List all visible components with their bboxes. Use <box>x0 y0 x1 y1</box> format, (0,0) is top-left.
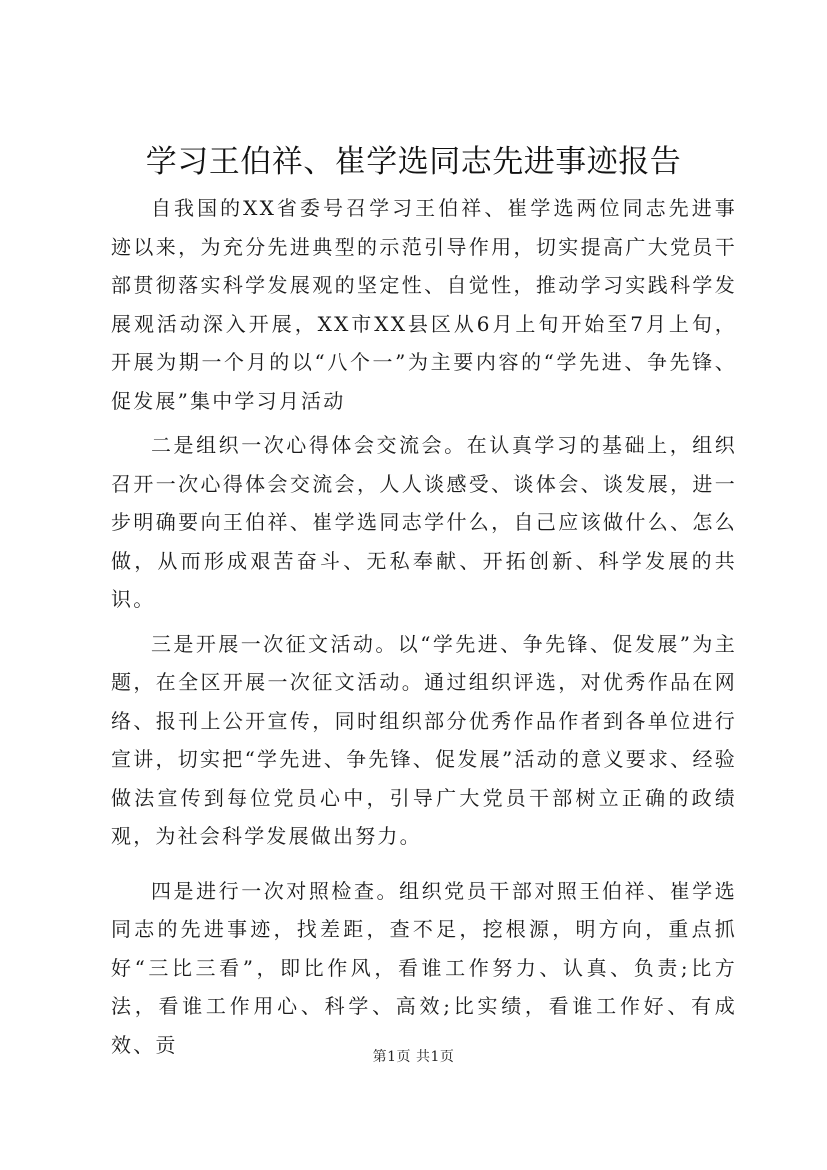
page-number-footer: 第1页 共1页 <box>372 1049 455 1065</box>
paragraph-self-check: 四是进行一次对照检查。组织党员干部对照王伯祥、崔学选同志的先进事迹，找差距，查不足，挖根源，明方向，重点抓好“三比三看”，即比作风，看谁工作努力、认真、负责;比方法，看谁工作用心、科学、高效;比实绩，看谁工作好、有成效、贡 <box>111 878 737 1057</box>
document-title: 学习王伯祥、崔学选同志先进事迹报告 <box>145 144 682 180</box>
document-body <box>111 189 737 1064</box>
paragraph-essay-activity: 三是开展一次征文活动。以“学先进、争先锋、促发展”为主题，在全区开展一次征文活动。通过组织评选，对优秀作品在网络、报刊上公开宣传，同时组织部分优秀作品作者到各单位进行宣讲，切实把“学先进、争先锋、促发展”活动的意义要求、经验做法宣传到每位党员心中，引导广大党员干部树立正确的政绩观，为社会科学发展做出努力。 <box>111 631 737 848</box>
paragraph-intro: 自我国的XX省委号召学习王伯祥、崔学选两位同志先进事迹以来，为充分先进典型的示范引导作用，切实提高广大党员干部贯彻落实科学发展观的坚定性、自觉性，推动学习实践科学发展观活动深入开展，XX市XX县区从6月上旬开始至7月上旬，开展为期一个月的以“八个一”为主要内容的“学先进、争先锋、促发展”集中学习月活动 <box>111 196 737 413</box>
paragraph-exchange-meeting: 二是组织一次心得体会交流会。在认真学习的基础上，组织召开一次心得体会交流会，人人谈感受、谈体会、谈发展，进一步明确要向王伯祥、崔学选同志学什么，自己应该做什么、怎么做，从而形成艰苦奋斗、无私奉献、开拓创新、科学发展的共识。 <box>111 433 737 611</box>
